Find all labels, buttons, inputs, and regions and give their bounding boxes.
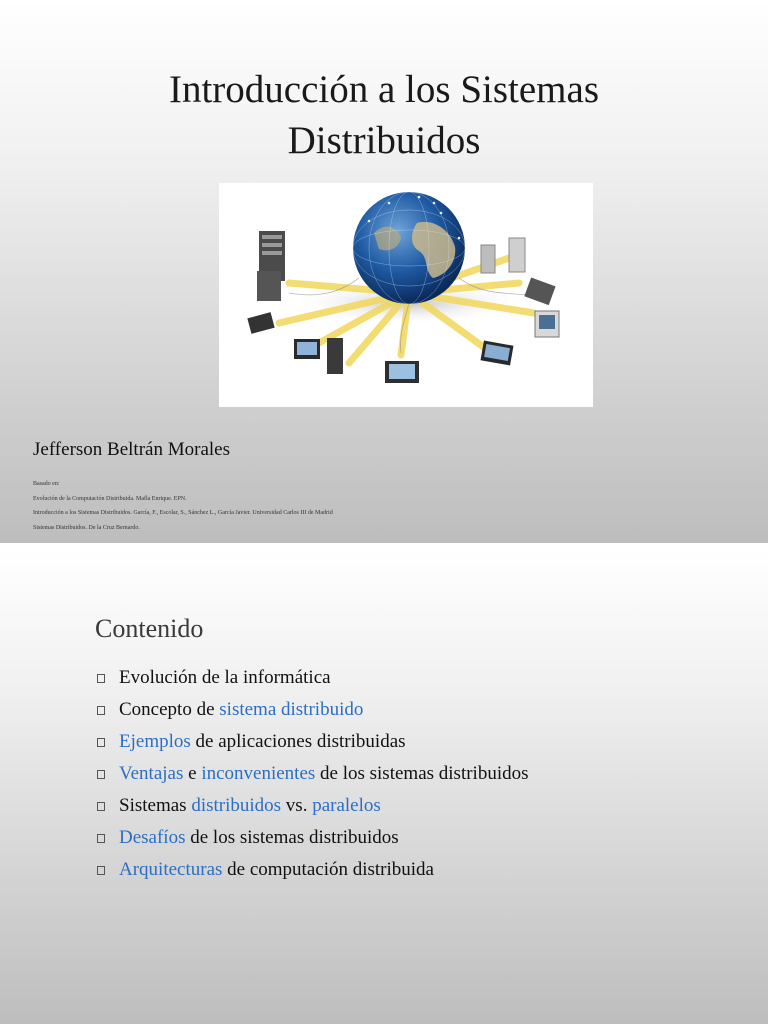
square-bullet-icon <box>97 866 105 875</box>
contents-slide <box>0 550 768 1024</box>
contents-item-text: Desafíos <box>119 827 186 848</box>
contents-heading: Contenido <box>95 614 204 643</box>
reference-line: Sistemas Distribuidos. De la Cruz Bernardo. <box>33 524 140 531</box>
square-bullet-icon <box>97 706 105 715</box>
contents-list-item <box>97 694 529 726</box>
contents-item-text: e <box>183 763 202 784</box>
contents-item-text: Evolución de la informática <box>119 667 331 688</box>
square-bullet-icon <box>97 674 105 683</box>
contents-list-item <box>97 758 529 790</box>
references <box>33 477 333 535</box>
reference-line: Evolución de la Computación Distribuida. Mafla Enrique. EPN. <box>33 495 187 502</box>
reference-line: Basado en: <box>33 481 60 487</box>
slide-title <box>0 64 768 166</box>
contents-item-text: distribuidos <box>191 795 282 816</box>
square-bullet-icon <box>97 770 105 779</box>
contents-item-text: Arquitecturas <box>119 859 223 880</box>
reference-line: Introducción a los Sistemas Distribuidos. García, F., Escolar, S., Sánchez L., García Javier. Universidad Carlos III de Madrid <box>33 510 333 516</box>
contents-item-text: inconvenientes <box>201 763 316 784</box>
contents-item-text: paralelos <box>312 795 381 816</box>
contents-list-item <box>97 854 529 886</box>
contents-list-item <box>97 822 529 854</box>
author-name: Jefferson Beltrán Morales <box>33 439 230 460</box>
contents-list-item <box>97 726 529 758</box>
square-bullet-icon <box>97 738 105 747</box>
slide-title-line-1: Introducción a los Sistemas <box>168 68 599 111</box>
contents-list-item <box>97 662 529 694</box>
square-bullet-icon <box>97 834 105 843</box>
contents-item-text: de los sistemas distribuidos <box>315 763 529 784</box>
contents-item-text: de aplicaciones distribuidas <box>190 731 406 752</box>
contents-item-text: Ventajas <box>119 763 184 784</box>
contents-item-text: sistema distribuido <box>219 699 364 720</box>
contents-item-text: de los sistemas distribuidos <box>185 827 399 848</box>
contents-item-text: vs. <box>281 795 313 816</box>
slide-separator <box>0 543 768 550</box>
contents-item-text: Ejemplos <box>119 731 191 752</box>
contents-item-text: Concepto de <box>119 699 220 720</box>
globe-network-illustration-icon <box>219 183 593 407</box>
contents-item-text: de computación distribuida <box>222 859 434 880</box>
contents-list <box>97 662 529 886</box>
square-bullet-icon <box>97 802 105 811</box>
contents-list-item <box>97 790 529 822</box>
slide-title-line-2: Distribuidos <box>287 119 481 162</box>
contents-item-text: Sistemas <box>119 795 192 816</box>
